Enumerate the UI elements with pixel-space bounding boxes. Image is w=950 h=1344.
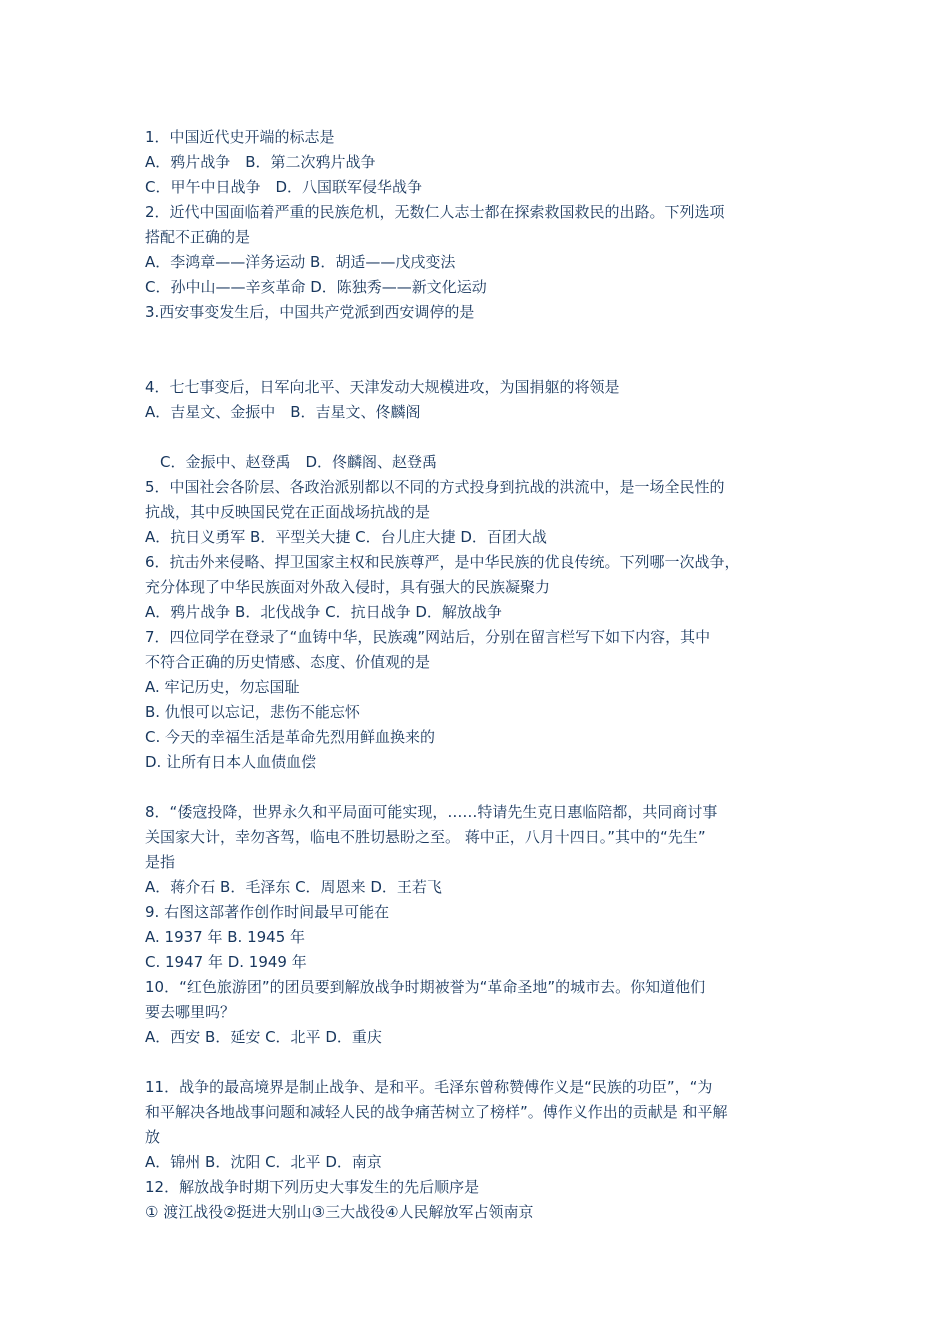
- q11-stem-line-1: 11．战争的最高境界是制止战争、是和平。毛泽东曾称赞傅作义是“民族的功臣”，“为: [145, 1078, 713, 1096]
- q6-options: A．鸦片战争 B．北伐战争 C．抗日战争 D．解放战争: [145, 603, 502, 621]
- q9-options-cd: C. 1947 年 D. 1949 年: [145, 953, 307, 971]
- q9-stem: 9. 右图这部著作创作时间最早可能在: [145, 903, 390, 921]
- q2-stem-line-1: 2．近代中国面临着严重的民族危机，无数仁人志士都在探索救国救民的出路。下列选项: [145, 203, 725, 221]
- q5-stem-line-1: 5．中国社会各阶层、各政治派别都以不同的方式投身到抗战的洪流中，是一场全民性的: [145, 478, 725, 496]
- q6-stem-line-2: 充分体现了中华民族面对外敌入侵时，具有强大的民族凝聚力: [145, 578, 551, 596]
- q1-stem: 1．中国近代史开端的标志是: [145, 128, 335, 146]
- q6-stem-line-1: 6．抗击外来侵略、捍卫国家主权和民族尊严，是中华民族的优良传统。下列哪一次战争，: [145, 553, 740, 571]
- q8-stem-line-2: 关国家大计，幸勿吝驾，临电不胜切悬盼之至。 蒋中正，八月十四日。”其中的“先生”: [145, 828, 706, 846]
- q12-stem: 12．解放战争时期下列历史大事发生的先后顺序是: [145, 1178, 480, 1196]
- blank-line: [145, 325, 815, 350]
- blank-line: [145, 1050, 815, 1075]
- q7-option-d: D. 让所有日本人血债血偿: [145, 753, 317, 771]
- q7-option-a: A. 牢记历史，勿忘国耻: [145, 678, 300, 696]
- q11-stem-line-2: 和平解决各地战事问题和减轻人民的战争痛苦树立了榜样”。傅作义作出的贡献是 和平解: [145, 1103, 728, 1121]
- q2-options-cd: C．孙中山——辛亥革命 D．陈独秀——新文化运动: [145, 278, 487, 296]
- q10-stem-line-2: 要去哪里吗？: [145, 1003, 236, 1021]
- q12-event-list: ① 渡江战役②挺进大别山③三大战役④人民解放军占领南京: [145, 1203, 534, 1221]
- exam-question-list: [145, 125, 815, 1225]
- q9-options-ab: A. 1937 年 B. 1945 年: [145, 928, 306, 946]
- q2-options-ab: A．李鸿章——洋务运动 B．胡适——戊戌变法: [145, 253, 456, 271]
- blank-line: [145, 350, 815, 375]
- q7-stem-line-2: 不符合正确的历史情感、态度、价值观的是: [145, 653, 431, 671]
- q1-options-ab: A．鸦片战争 B．第二次鸦片战争: [145, 153, 376, 171]
- q8-stem-line-3: 是指: [145, 853, 176, 871]
- q11-stem-line-3: 放: [145, 1128, 161, 1146]
- q2-stem-line-2: 搭配不正确的是: [145, 228, 251, 246]
- blank-line: [145, 775, 815, 800]
- q4-options-cd: C．金振中、赵登禹 D．佟麟阁、赵登禹: [160, 453, 438, 471]
- q4-options-ab: A．吉星文、金振中 B．吉星文、佟麟阁: [145, 403, 421, 421]
- q5-options: A．抗日义勇军 B．平型关大捷 C．台儿庄大捷 D．百团大战: [145, 528, 547, 546]
- q4-stem: 4．七七事变后，日军向北平、天津发动大规模进攻，为国捐躯的将领是: [145, 378, 620, 396]
- q5-stem-line-2: 抗战，其中反映国民党在正面战场抗战的是: [145, 503, 431, 521]
- q11-options: A．锦州 B．沈阳 C．北平 D．南京: [145, 1153, 382, 1171]
- q8-options: A．蒋介石 B．毛泽东 C．周恩来 D．王若飞: [145, 878, 442, 896]
- q1-options-cd: C．甲午中日战争 D．八国联军侵华战争: [145, 178, 423, 196]
- blank-line: [145, 425, 815, 450]
- q8-stem-line-1: 8．“倭寇投降，世界永久和平局面可能实现，……特请先生克日惠临陪都，共同商讨事: [145, 803, 718, 821]
- q3-stem: 3.西安事变发生后，中国共产党派到西安调停的是: [145, 303, 475, 321]
- q7-option-c: C. 今天的幸福生活是革命先烈用鲜血换来的: [145, 728, 436, 746]
- q10-options: A．西安 B．延安 C．北平 D．重庆: [145, 1028, 382, 1046]
- q7-stem-line-1: 7．四位同学在登录了“血铸中华，民族魂”网站后，分别在留言栏写下如下内容，其中: [145, 628, 711, 646]
- q10-stem-line-1: 10．“红色旅游团”的团员要到解放战争时期被誉为“革命圣地”的城市去。你知道他们: [145, 978, 706, 996]
- q7-option-b: B. 仇恨可以忘记，悲伤不能忘怀: [145, 703, 360, 721]
